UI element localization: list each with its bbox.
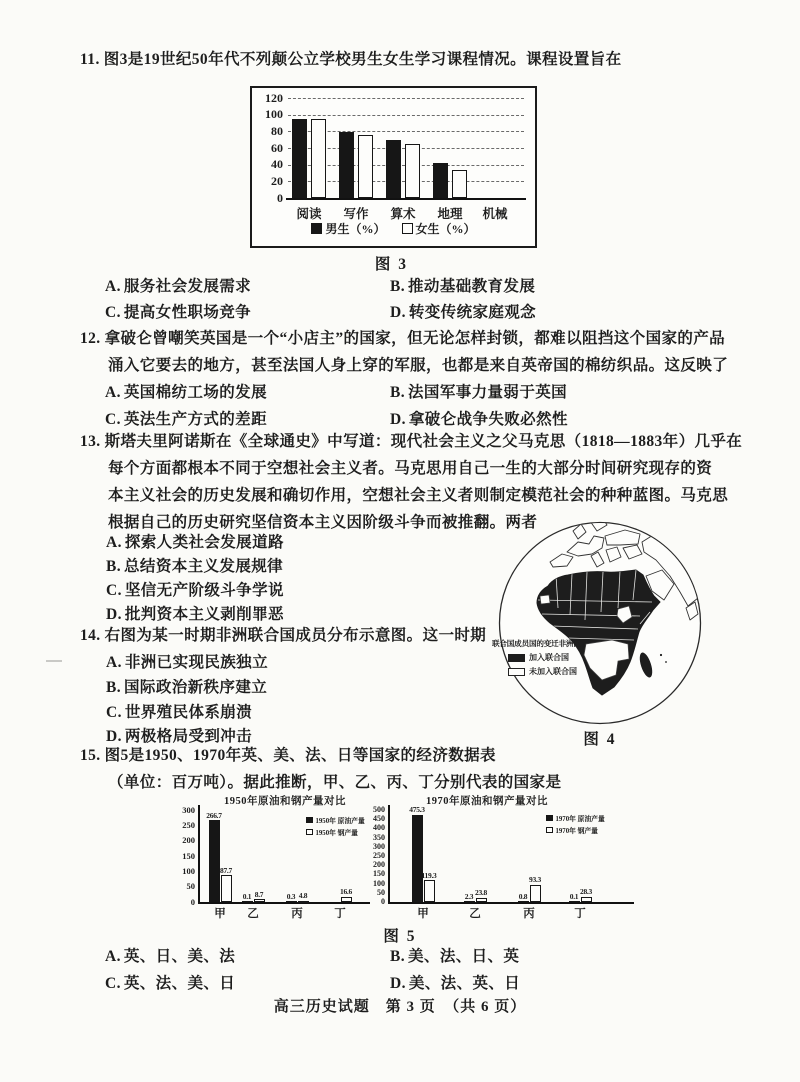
y-tick-label: 100	[182, 866, 195, 877]
bar-series2	[476, 898, 487, 902]
option-14-c: C. 世界殖民体系崩溃	[106, 704, 253, 721]
y-tick-label: 200	[373, 860, 385, 870]
y-tick-label: 350	[373, 832, 385, 842]
category-label: 甲	[214, 908, 226, 920]
legend-item	[311, 220, 385, 237]
question-14-stem	[80, 622, 486, 649]
chart-legend	[252, 220, 535, 237]
value-label: 93.3	[529, 875, 541, 885]
category-label: 算术	[390, 207, 416, 221]
value-label: 475.3	[409, 805, 425, 815]
category-label: 乙	[247, 908, 259, 920]
value-label: 0.8	[518, 891, 528, 901]
value-label: 119.3	[421, 870, 437, 880]
bar-series1	[569, 901, 580, 902]
y-tick-label: 300	[182, 804, 195, 815]
y-tick-label: 80	[271, 123, 283, 138]
question-13-line3: 本主义社会的历史发展和确切作用，空想社会主义者则制定模范社会的种种蓝图。马克思	[108, 487, 729, 504]
value-label: 87.7	[220, 865, 232, 875]
option-12-d: D. 拿破仑战争失败必然性	[390, 411, 568, 428]
series2-swatch	[546, 827, 553, 834]
not-joined-un-swatch	[508, 668, 525, 676]
x-axis-line	[286, 198, 526, 200]
bar-series2	[405, 144, 420, 198]
x-axis-line	[388, 902, 634, 904]
question-15-line1: 15. 图5是1950、1970年英、美、法、日等国家的经济数据表	[80, 747, 496, 764]
option-14-b: B. 国际政治新秩序建立	[106, 679, 268, 696]
category-label: 丙	[523, 908, 535, 920]
gridline	[288, 98, 524, 99]
option-14-d: D. 两极格局受到冲击	[106, 728, 253, 745]
option-11-c: C. 提高女性职场竞争	[105, 304, 252, 321]
question-11-text: 图3是19世纪50年代不列颠公立学校男生女生学习课程情况。课程设置旨在	[103, 51, 622, 68]
joined-un-swatch	[508, 654, 525, 662]
option-13-b: B. 总结资本主义发展规律	[106, 558, 284, 575]
option-13-a: A. 探索人类社会发展道路	[106, 534, 284, 551]
category-label: 甲	[417, 908, 429, 920]
question-14-number: 14.	[80, 627, 101, 644]
value-label: 2.3	[464, 891, 474, 901]
category-label: 地理	[437, 207, 463, 221]
x-axis-line	[198, 902, 370, 904]
value-label: 0.3	[286, 891, 296, 901]
bar-series2	[530, 885, 541, 902]
question-12-number: 12.	[80, 330, 101, 347]
map-legend	[492, 638, 614, 677]
y-axis-line	[388, 805, 390, 902]
y-tick-label: 400	[373, 823, 385, 833]
bar-series1	[286, 901, 297, 902]
map-legend-title: 联合国成员国的变迁非洲区	[492, 639, 581, 648]
category-label: 乙	[469, 908, 481, 920]
question-11-number: 11.	[80, 51, 100, 68]
africa-globe-svg	[490, 512, 710, 727]
series1-swatch	[311, 223, 322, 234]
option-14-a: A. 非洲已实现民族独立	[106, 654, 268, 671]
bar-series1	[464, 901, 475, 902]
figure5-1950-title: 1950年原油和钢产量对比	[224, 796, 346, 807]
value-label: 28.3	[580, 887, 592, 897]
figure5-1970-title: 1970年原油和钢产量对比	[426, 796, 548, 807]
question-15-number: 15.	[80, 747, 101, 764]
figure5-1970-chart	[350, 793, 642, 921]
y-tick-label: 0	[190, 896, 195, 907]
question-13-line2: 每个方面都根本不同于空想社会主义者。马克思用自己一生的大部分时间研究现存的资	[108, 460, 713, 477]
category-label: 阅读	[296, 207, 322, 221]
legend-item	[546, 825, 605, 835]
series1-swatch	[306, 817, 313, 824]
figure5-1950-chart	[160, 793, 375, 921]
map-legend-item-not-joined: 未加入联合国	[508, 666, 614, 677]
bar-series1	[386, 140, 401, 198]
bar-series2	[581, 897, 592, 902]
option-15-b: B. 美、法、日、英	[390, 948, 520, 965]
y-tick-label: 50	[186, 881, 195, 892]
option-13-c: C. 坚信无产阶级斗争学说	[106, 582, 284, 599]
bar-series1	[412, 815, 423, 902]
question-11-stem	[80, 46, 622, 73]
option-13-d: D. 批判资本主义剥削罪恶	[106, 606, 284, 623]
value-label: 266.7	[206, 810, 222, 820]
value-label: 23.8	[475, 888, 487, 898]
y-tick-label: 0	[381, 897, 385, 907]
legend-label: 1970年 原油产量	[555, 816, 605, 823]
figure4-map	[490, 512, 710, 727]
figure5-1970-plot	[350, 793, 642, 921]
y-tick-label: 200	[182, 835, 195, 846]
value-label: 16.6	[340, 887, 352, 897]
bar-series1	[518, 901, 529, 902]
value-label: 0.1	[242, 891, 252, 901]
figure3-caption: 图 3	[374, 256, 409, 273]
value-label: 4.8	[298, 891, 308, 901]
value-label: 0.1	[569, 891, 579, 901]
y-tick-label: 250	[373, 851, 385, 861]
figure4-caption: 图 4	[583, 731, 617, 748]
legend-label: 男生（%）	[325, 222, 386, 236]
bar-series1	[433, 163, 448, 198]
page-footer: 高三历史试题 第 3 页 （共 6 页）	[273, 999, 527, 1015]
bar-series2	[424, 880, 435, 902]
figure3-bar-chart	[252, 88, 535, 246]
y-tick-label: 40	[271, 157, 283, 172]
y-tick-label: 150	[373, 869, 385, 879]
option-15-c: C. 英、法、美、日	[105, 975, 236, 992]
y-tick-label: 120	[265, 90, 283, 105]
category-label: 写作	[343, 207, 369, 221]
category-label: 丁	[334, 908, 346, 920]
option-11-d: D. 转变传统家庭观念	[390, 304, 537, 321]
y-tick-label: 450	[373, 814, 385, 824]
bar-series1	[242, 901, 253, 902]
option-11-b: B. 推动基础教育发展	[390, 278, 536, 295]
value-label: 8.7	[254, 889, 264, 899]
y-tick-label: 500	[373, 805, 385, 815]
category-label: 丁	[574, 908, 586, 920]
scan-artifact	[46, 660, 62, 662]
series2-swatch	[306, 829, 313, 836]
y-tick-label: 20	[271, 173, 283, 188]
y-tick-label: 60	[271, 140, 283, 155]
question-13-line4: 根据自己的历史研究坚信资本主义因阶级斗争而被推翻。两者	[108, 514, 538, 531]
category-label: 机械	[482, 207, 508, 221]
category-label: 丙	[291, 908, 303, 920]
series2-swatch	[402, 223, 413, 234]
legend-item	[402, 220, 476, 237]
legend-item	[546, 813, 605, 823]
question-15-line2: （单位：百万吨）。据此推断，甲、乙、丙、丁分别代表的国家是	[108, 774, 562, 791]
bar-series1	[209, 820, 220, 902]
bar-series2	[298, 901, 309, 903]
y-tick-label: 0	[277, 190, 283, 205]
figure5-1950-plot	[160, 793, 375, 921]
legend-label: 1950年 原油产量	[315, 818, 365, 825]
legend-label: 1970年 钢产量	[555, 828, 598, 835]
series1-swatch	[546, 815, 553, 822]
figure5-caption: 图 5	[383, 928, 417, 945]
option-12-c: C. 英法生产方式的差距	[105, 411, 267, 428]
option-15-a: A. 英、日、美、法	[105, 948, 236, 965]
y-tick-label: 100	[373, 878, 385, 888]
y-tick-label: 150	[182, 850, 195, 861]
question-13-line1: 13. 斯塔夫里阿诺斯在《全球通史》中写道：现代社会主义之父马克思（1818—1883年）几乎在	[80, 433, 743, 450]
question-13-number: 13.	[80, 433, 101, 450]
bar-series1	[292, 119, 307, 198]
gridline	[288, 115, 524, 116]
figure3-frame	[250, 86, 537, 248]
y-tick-label: 250	[182, 820, 195, 831]
legend-label: 女生（%）	[415, 222, 476, 236]
y-tick-label: 300	[373, 841, 385, 851]
option-12-a: A. 英国棉纺工场的发展	[105, 384, 267, 401]
bar-series2	[254, 899, 265, 902]
question-12-line2: 涌入它要去的地方，甚至法国人身上穿的军服，也都是来自英帝国的棉纺织品。这反映了	[108, 357, 729, 374]
bar-series2	[358, 135, 373, 198]
map-legend-item-joined: 加入联合国	[508, 652, 614, 663]
question-14-text: 右图为某一时期非洲联合国成员分布示意图。这一时期	[104, 627, 487, 644]
y-tick-label: 50	[377, 887, 385, 897]
bar-series2	[452, 170, 467, 198]
option-12-b: B. 法国军事力量弱于英国	[390, 384, 568, 401]
question-12-line1: 12. 拿破仑曾嘲笑英国是一个“小店主”的国家，但无论怎样封锁，都难以阻挡这个国家的产品	[80, 330, 726, 347]
y-tick-label: 100	[265, 107, 283, 122]
option-15-d: D. 美、法、英、日	[390, 975, 521, 992]
chart-legend	[546, 813, 605, 837]
option-11-a: A. 服务社会发展需求	[105, 278, 252, 295]
bar-series1	[339, 132, 354, 198]
bar-series2	[311, 119, 326, 198]
legend-label: 1950年 钢产量	[315, 830, 358, 837]
